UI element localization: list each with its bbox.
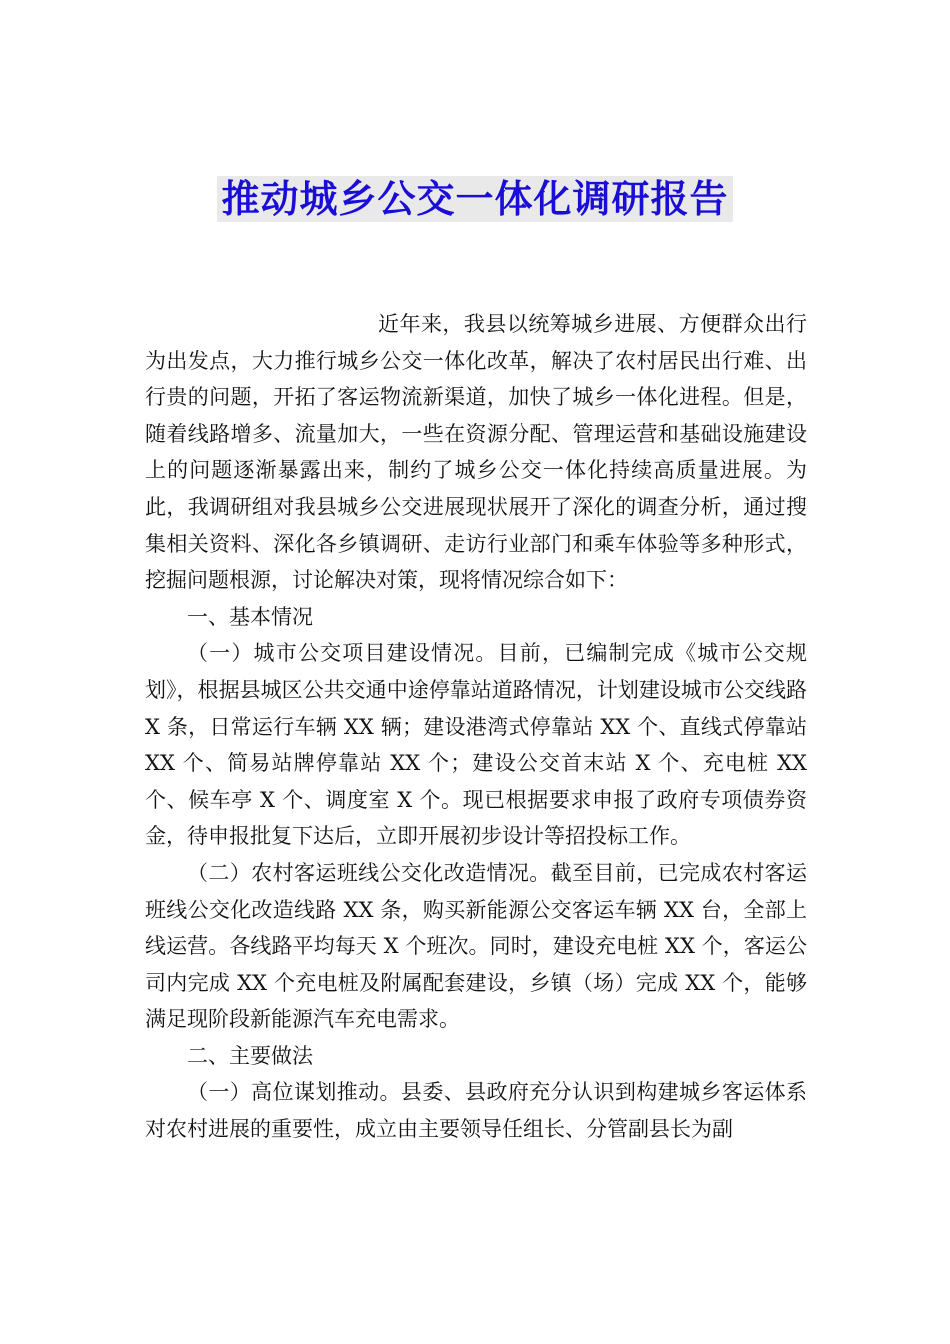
document-title: 推动城乡公交一体化调研报告 [217, 176, 732, 222]
paragraph-city-bus: （一）城市公交项目建设情况。目前，已编制完成《城市公交规划》，根据县城区公共交通中途停靠站道路情况，计划建设城市公交线路 X 条，日常运行车辆 XX 辆；建设港湾式停靠站 XX 个、直线式停靠站 XX 个、简易站牌停靠站 XX 个；建设公交首末站 X 个、充电桩 XX 个、候车亭 X 个、调度室 X 个。现已根据要求申报了政府专项债券资金，待申报批复下达后，立即开展初步设计等招投标工作。 [145, 641, 807, 849]
document-body [145, 306, 807, 1148]
paragraph-rural-bus: （二）农村客运班线公交化改造情况。截至目前，已完成农村客运班线公交化改造线路 XX 条，购买新能源公交客运车辆 XX 台，全部上线运营。各线路平均每天 X 个班次。同时，建设充电桩 XX 个，客运公司内完成 XX 个充电桩及附属配套建设，乡镇（场）完成 XX 个，能够满足现阶段新能源汽车充电需求。 [145, 860, 807, 1032]
intro-paragraph: 近年来，我县以统筹城乡进展、方便群众出行为出发点，大力推行城乡公交一体化改革，解决了农村居民出行难、出行贵的问题，开拓了客运物流新渠道，加快了城乡一体化进程。但是，随着线路增多、流量加大，一些在资源分配、管理运营和基础设施建设上的问题逐渐暴露出来，制约了城乡公交一体化持续高质量进展。为此，我调研组对我县城乡公交进展现状展开了深化的调查分析，通过搜集相关资料、深化各乡镇调研、走访行业部门和乘车体验等多种形式，挖掘问题根源，讨论解决对策，现将情况综合如下： [145, 312, 807, 593]
title-block [0, 176, 950, 222]
paragraph-planning: （一）高位谋划推动。县委、县政府充分认识到构建城乡客运体系对农村进展的重要性，成立由主要领导任组长、分管副县长为副 [145, 1080, 807, 1142]
section-heading-practices: 二、主要做法 [187, 1043, 313, 1068]
section-heading-basic: 一、基本情况 [187, 604, 313, 629]
